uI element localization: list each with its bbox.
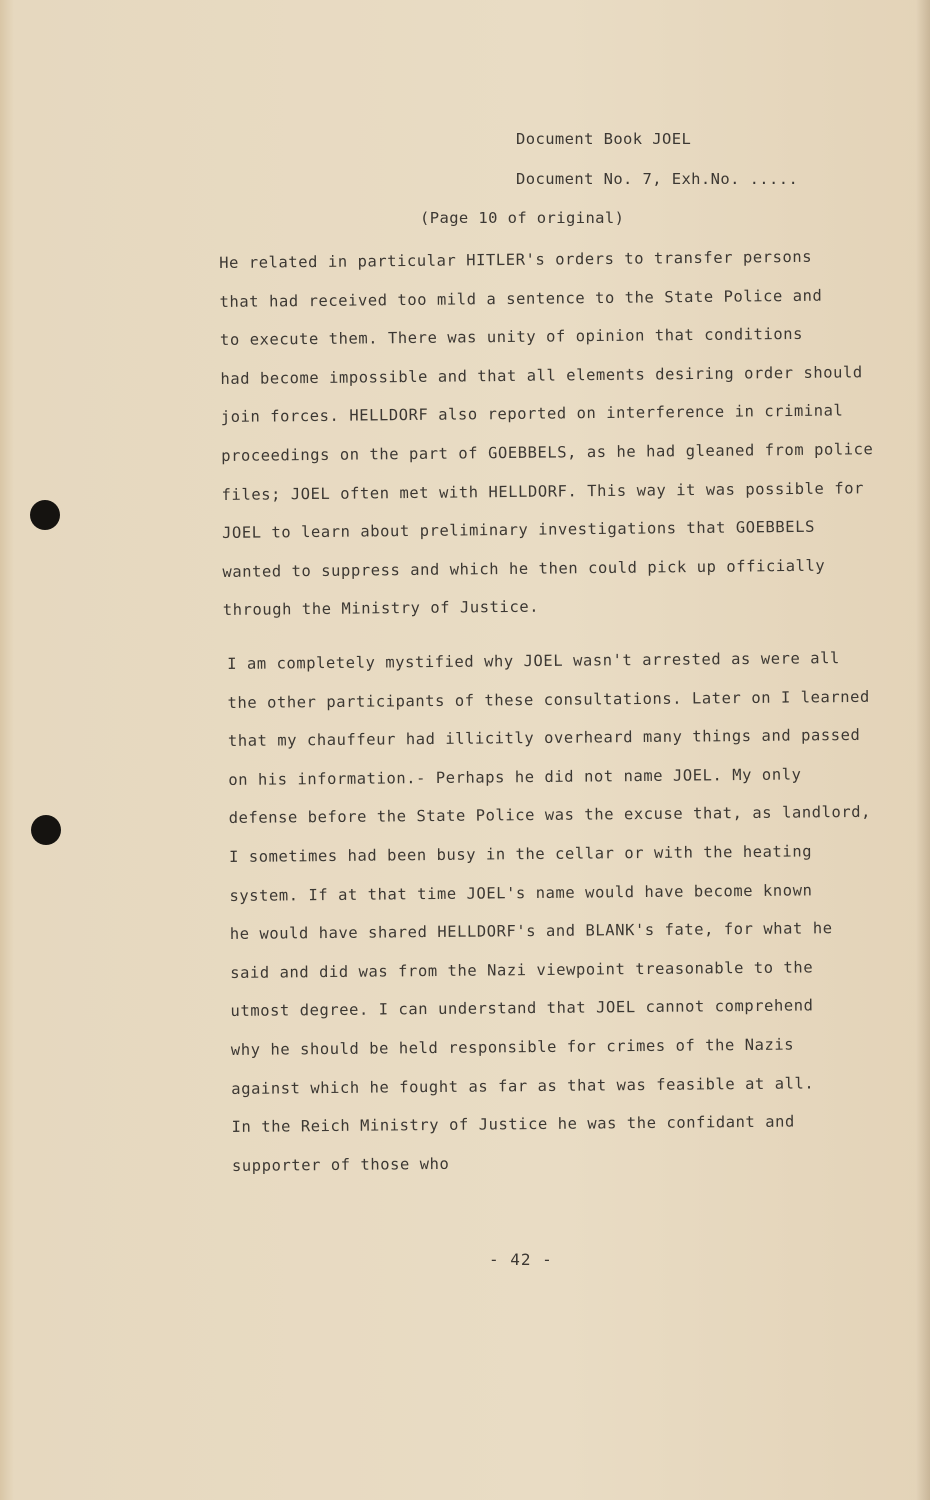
text-line: that had received too mild a sentence to the State Police and: [219, 286, 823, 311]
text-line: JOEL to learn about preliminary investigations that GOEBBELS: [221, 517, 816, 543]
document-number: Document No. 7, Exh.No. .....: [516, 170, 799, 188]
text-line: to execute them. There was unity of opinion that conditions: [219, 325, 804, 350]
paragraph-1: [219, 237, 875, 630]
paragraph-2: [227, 639, 874, 1185]
text-line: through the Ministry of Justice.: [222, 598, 540, 620]
text-line: system. If at that time JOEL's name would have become known: [229, 880, 813, 905]
text-line: against which he fought as far as that was feasible at all.: [231, 1073, 815, 1098]
paper-edge-shadow: [916, 0, 930, 1500]
text-line: I sometimes had been busy in the cellar or with the heating: [228, 842, 813, 866]
page-number: - 42 -: [489, 1250, 553, 1269]
text-line: join forces. HELLDORF also reported on interference in criminal: [220, 401, 844, 427]
text-line: the other participants of these consultations. Later on I learned: [227, 687, 870, 712]
text-line: He related in particular HITLER's orders to transfer persons: [219, 247, 813, 272]
text-line: why he should be held responsible for crimes of the Nazis: [230, 1035, 795, 1059]
text-line: supporter of those who: [231, 1154, 450, 1175]
punch-hole-icon: [30, 500, 60, 530]
original-page-reference: (Page 10 of original): [420, 209, 625, 227]
text-line: proceedings on the part of GOEBBELS, as he had gleaned from police: [221, 440, 874, 465]
text-line: utmost degree. I can understand that JOEL cannot comprehend: [230, 996, 814, 1021]
text-line: he would have shared HELLDORF's and BLANK's fate, for what he: [229, 919, 833, 944]
text-line: had become impossible and that all elements desiring order should: [220, 363, 863, 388]
text-line: on his information.- Perhaps he did not name JOEL. My only: [228, 765, 802, 789]
document-book-title: Document Book JOEL: [516, 130, 692, 148]
text-line: defense before the State Police was the excuse that, as landlord,: [228, 803, 872, 828]
text-line: files; JOEL often met with HELLDORF. This way it was possible for: [221, 478, 865, 504]
text-line: In the Reich Ministry of Justice he was the confidant and: [231, 1112, 795, 1137]
punch-hole-icon: [31, 815, 61, 845]
text-line: that my chauffeur had illicitly overheard many things and passed: [227, 726, 861, 751]
text-line: said and did was from the Nazi viewpoint treasonable to the: [230, 958, 814, 982]
text-line: wanted to suppress and which he then could pick up officially: [222, 556, 826, 581]
text-line: I am completely mystified why JOEL wasn't arrested as were all: [227, 649, 840, 673]
